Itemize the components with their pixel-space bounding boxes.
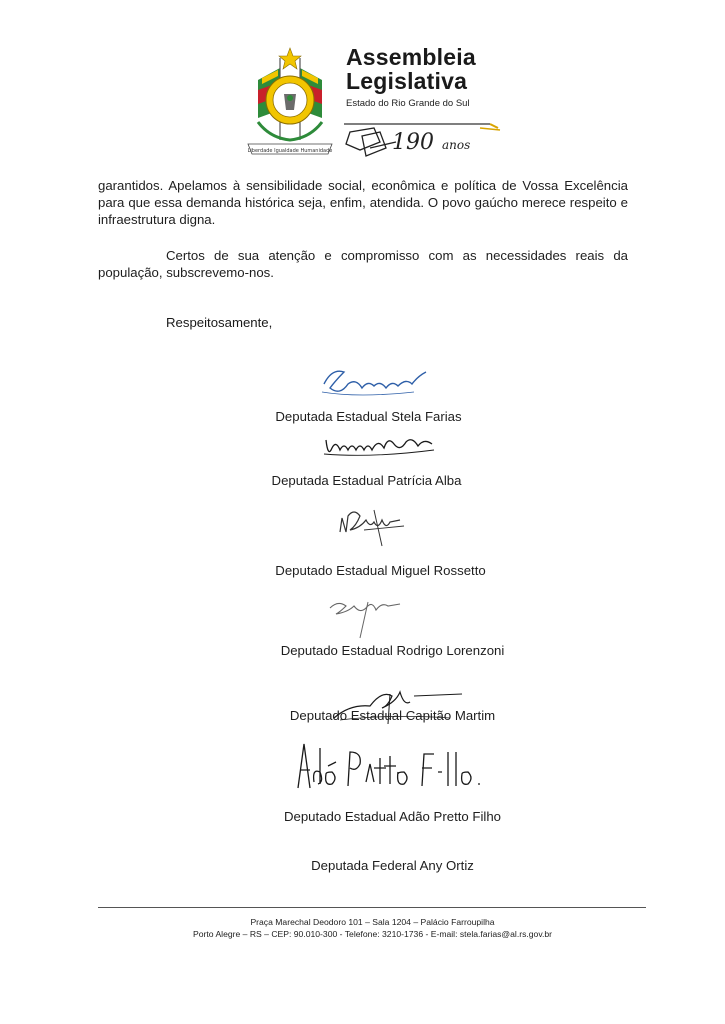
anniversary-number: 190 bbox=[392, 130, 434, 155]
signer-name: Deputado Estadual Capitão Martim bbox=[289, 708, 496, 723]
brand-subtitle: Estado do Rio Grande do Sul bbox=[346, 98, 470, 109]
signer-name: Deputado Estadual Rodrigo Lorenzoni bbox=[280, 643, 505, 658]
signature-patricia-alba bbox=[322, 432, 442, 462]
signer-name: Deputado Estadual Adão Pretto Filho bbox=[283, 809, 501, 824]
footer-address: Praça Marechal Deodoro 101 – Sala 1204 – Palácio Farroupilha bbox=[250, 917, 495, 927]
body-paragraph-2: Certos de sua atenção e compromisso com as necessidades reais da população, subscrevemo-nos. bbox=[98, 248, 628, 280]
closing-salutation: Respeitosamente, bbox=[166, 315, 273, 330]
signature-adao-pretto-filho bbox=[290, 738, 500, 796]
body-paragraph-1: garantidos. Apelamos à sensibilidade social, econômica e política de Vossa Excelência para que essa demanda histórica seja, enfim, atendida. O povo gaúcho merece respeito e infraestrutura digna. bbox=[98, 178, 628, 227]
coat-of-arms-logo bbox=[240, 40, 340, 165]
brand-title-line2: Legislativa bbox=[346, 68, 468, 94]
signature-miguel-rossetto bbox=[334, 502, 406, 548]
footer-contact: Porto Alegre – RS – CEP: 90.010-300 - Telefone: 3210-1736 - E-mail: stela.farias@al.rs.gov.br bbox=[192, 929, 553, 939]
footer-divider bbox=[98, 907, 646, 908]
coat-motto-text: Liberdade Igualdade Humanidade bbox=[247, 148, 333, 154]
anniversary-word: anos bbox=[442, 138, 471, 152]
signer-name: Deputada Federal Any Ortiz bbox=[311, 858, 474, 873]
brand-block bbox=[346, 45, 516, 109]
signer-name: Deputada Estadual Stela Farias bbox=[275, 409, 462, 424]
signer-name: Deputado Estadual Miguel Rossetto bbox=[275, 563, 486, 578]
signer-name: Deputada Estadual Patrícia Alba bbox=[271, 473, 462, 488]
brand-title-line1: Assembleia bbox=[346, 44, 476, 70]
signature-stela-farias bbox=[318, 362, 433, 400]
signature-rodrigo-lorenzoni bbox=[324, 592, 406, 640]
